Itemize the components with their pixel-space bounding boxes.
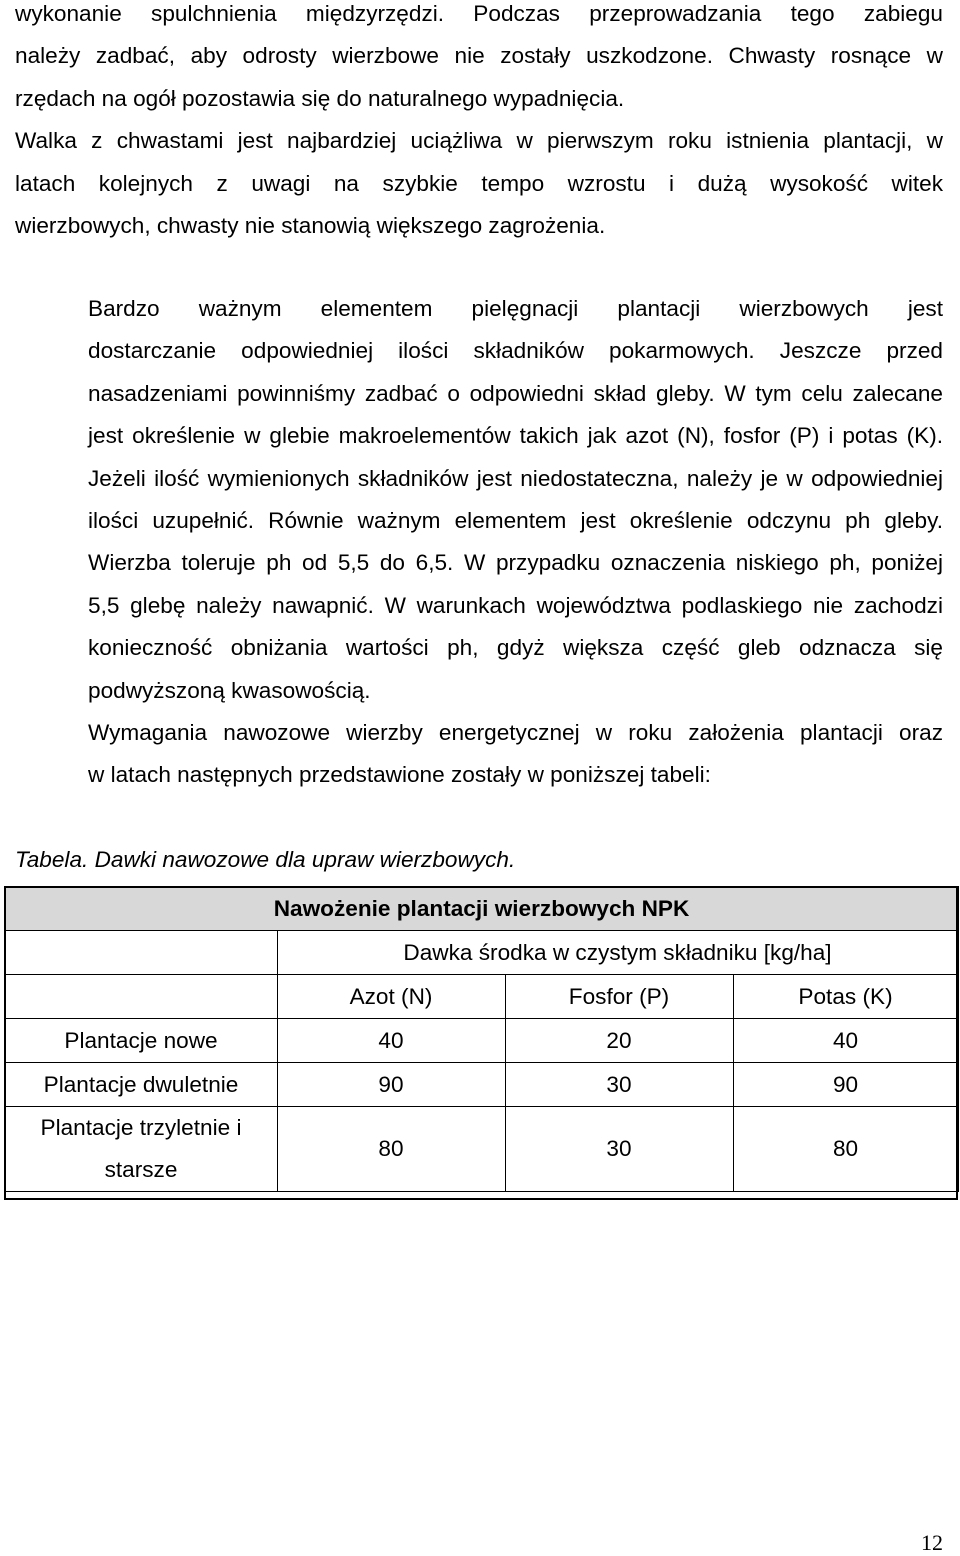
- table-title: Nawożenie plantacji wierzbowych NPK: [5, 887, 958, 931]
- row-label: Plantacje dwuletnie: [5, 1063, 277, 1107]
- table-header-row: [5, 931, 958, 975]
- table-cell: 20: [505, 1019, 733, 1063]
- table-cell: 90: [733, 1063, 958, 1107]
- paragraph-weed-control: [15, 0, 943, 247]
- table-row: [5, 1019, 958, 1063]
- text-line: należy zadbać, aby odrosty wierzbowe nie zostały uszkodzone. Chwasty rosnące w: [15, 43, 943, 69]
- column-header: Fosfor (P): [505, 975, 733, 1019]
- column-header: Potas (K): [733, 975, 958, 1019]
- text-line: jest określenie w glebie makroelementów takich jak azot (N), fosfor (P) i potas (K).: [88, 423, 943, 449]
- table-row: [5, 1107, 958, 1192]
- table-row: [5, 1063, 958, 1107]
- table-cell: 30: [505, 1107, 733, 1192]
- table-cell: 90: [277, 1063, 505, 1107]
- empty-cell: [5, 931, 277, 975]
- text-line: Walka z chwastami jest najbardziej uciążliwa w pierwszym roku istnienia plantacji, w: [15, 128, 943, 154]
- text-line: wierzbowych, chwasty nie stanowią większego zagrożenia.: [15, 213, 606, 239]
- text-line: dostarczanie odpowiedniej ilości składników pokarmowych. Jeszcze przed: [88, 338, 943, 364]
- table-header-row: [5, 975, 958, 1019]
- table-cell: 30: [505, 1063, 733, 1107]
- row-label: Plantacje nowe: [5, 1019, 277, 1063]
- text-line: 5,5 glebę należy nawapnić. W warunkach województwa podlaskiego nie zachodzi: [88, 592, 943, 618]
- paragraph-nutrients: [15, 288, 943, 712]
- fertilizer-table: [4, 886, 959, 1192]
- dose-header: Dawka środka w czystym składniku [kg/ha]: [277, 931, 958, 975]
- text-line: Wierzba toleruje ph od 5,5 do 6,5. W przypadku oznaczenia niskiego ph, poniżej: [88, 550, 943, 576]
- row-label-line: starsze: [104, 1157, 178, 1182]
- text-line: rzędach na ogół pozostawia się do naturalnego wypadnięcia.: [15, 85, 625, 111]
- paragraph-fertilizer-intro: [15, 712, 943, 797]
- table-caption: Tabela. Dawki nawozowe dla upraw wierzbowych.: [15, 847, 516, 872]
- row-label-line: Plantacje trzyletnie i: [40, 1115, 242, 1140]
- table-title-row: [5, 887, 958, 931]
- column-header: Azot (N): [277, 975, 505, 1019]
- table-cell: 40: [733, 1019, 958, 1063]
- text-line: konieczność obniżania wartości ph, gdyż większa część gleb odznacza się: [88, 635, 943, 661]
- text-line: latach kolejnych z uwagi na szybkie tempo wzrostu i dużą wysokość witek: [15, 170, 943, 196]
- page-number: 12: [921, 1530, 943, 1555]
- row-label: [5, 1107, 277, 1192]
- text-line: Wymagania nawozowe wierzby energetycznej w roku założenia plantacji oraz: [88, 720, 943, 745]
- text-line: podwyższoną kwasowością.: [88, 677, 371, 703]
- text-line: Jeżeli ilość wymienionych składników jest niedostateczna, należy je w odpowiedniej: [88, 465, 943, 491]
- table-cell: 80: [733, 1107, 958, 1192]
- text-line: Bardzo ważnym elementem pielęgnacji plantacji wierzbowych jest: [88, 296, 943, 321]
- text-line: wykonanie spulchnienia międzyrzędzi. Podczas przeprowadzania tego zabiegu: [15, 1, 943, 26]
- table-cell: 80: [277, 1107, 505, 1192]
- table-cell: 40: [277, 1019, 505, 1063]
- empty-cell: [5, 975, 277, 1019]
- text-line: nasadzeniami powinniśmy zadbać o odpowiedni skład gleby. W tym celu zalecane: [88, 380, 943, 406]
- text-line: ilości uzupełnić. Równie ważnym elementem jest określenie odczynu ph gleby.: [88, 508, 943, 534]
- text-line: w latach następnych przedstawione zostały w poniższej tabeli:: [88, 762, 711, 788]
